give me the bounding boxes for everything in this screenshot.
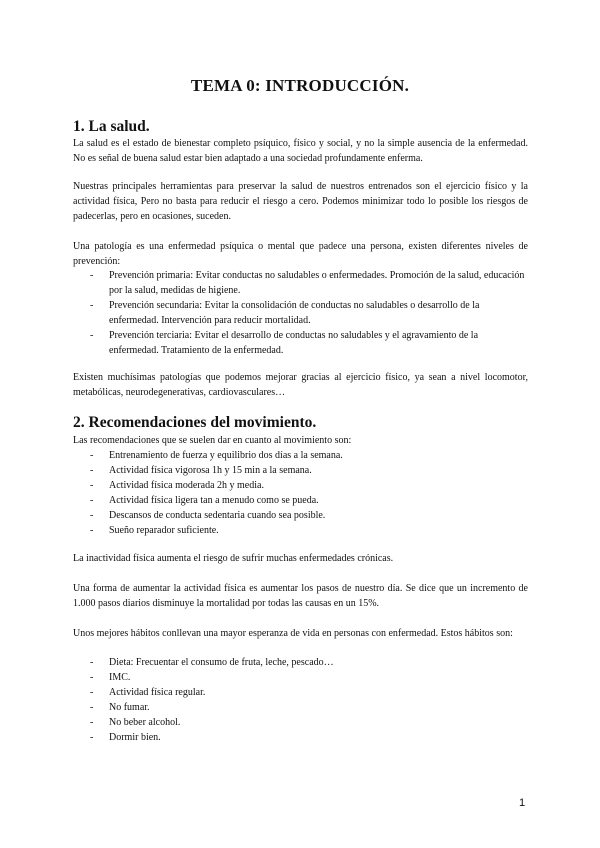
list-item: - IMC. xyxy=(90,672,131,683)
list-dash: - xyxy=(90,480,94,491)
paragraph-definicion-salud: La salud es el estado de bienestar completo psíquico, físico y social, y no la simple ausencia de la enfermedad. No es señal de buena salud estar bien adaptado a una sociedad profundamente enferma. xyxy=(73,138,528,164)
paragraph-recomendaciones-intro: Las recomendaciones que se suelen dar en cuanto al movimiento son: xyxy=(73,435,352,446)
list-item: - Dieta: Frecuentar el consumo de fruta, leche, pescado… xyxy=(90,657,334,668)
section-heading-recomendaciones: 2. Recomendaciones del movimiento. xyxy=(73,414,317,431)
list-item: - Actividad física vigorosa 1h y 15 min a la semana. xyxy=(90,465,312,476)
list-item: - No fumar. xyxy=(90,702,150,713)
list-dash: - xyxy=(90,702,94,713)
paragraph-patologias-mejorables: Existen muchísimas patologías que podemos mejorar gracias al ejercicio físico, ya sean a nivel locomotor, metabólicas, neurodegenerativas, cardiovasculares… xyxy=(73,372,528,398)
recommendations-list xyxy=(73,448,528,538)
habits-list xyxy=(73,655,528,745)
list-item: - Actividad física regular. xyxy=(90,687,206,698)
prevention-list xyxy=(73,268,528,358)
list-item: - Descansos de conducta sedentaria cuando sea posible. xyxy=(90,510,326,521)
list-item: - Dormir bien. xyxy=(90,732,161,743)
list-item: - No beber alcohol. xyxy=(90,717,181,728)
list-item: - Prevención terciaria: Evitar el desarrollo de conductas no saludables y el agravamiento de la enfermedad. Tratamiento de la enfermedad. xyxy=(90,330,479,356)
list-dash: - xyxy=(90,300,94,311)
list-item: - Prevención secundaria: Evitar la consolidación de conductas no saludables o desarrollo de la enfermedad. Intervención para reducir mortalidad. xyxy=(90,300,480,326)
paragraph-patologia: Una patología es una enfermedad psíquica o mental que padece una persona, existen diferentes niveles de prevención: xyxy=(73,241,528,267)
list-dash: - xyxy=(90,450,94,461)
list-dash: - xyxy=(90,732,94,743)
paragraph-habitos: Unos mejores hábitos conllevan una mayor esperanza de vida en personas con enfermedad. Estos hábitos son: xyxy=(73,628,513,639)
paragraph-inactividad: La inactividad física aumenta el riesgo de sufrir muchas enfermedades crónicas. xyxy=(73,553,394,564)
section-heading-salud: 1. La salud. xyxy=(73,118,150,135)
list-dash: - xyxy=(90,717,94,728)
list-dash: - xyxy=(90,495,94,506)
list-dash: - xyxy=(90,672,94,683)
paragraph-herramientas: Nuestras principales herramientas para preservar la salud de nuestros entrenados son el ejercicio físico y la actividad física, Pero no basta para reducir el riesgo a cero. Podemos minimizar todo lo posible los riesgos de padecerlas, pero en ocasiones, suceden. xyxy=(73,181,528,222)
list-dash: - xyxy=(90,510,94,521)
list-dash: - xyxy=(90,525,94,536)
list-dash: - xyxy=(90,687,94,698)
list-item: - Actividad física ligera tan a menudo como se pueda. xyxy=(90,495,319,506)
list-item: - Entrenamiento de fuerza y equilibrio dos días a la semana. xyxy=(90,450,343,461)
list-item: - Sueño reparador suficiente. xyxy=(90,525,219,536)
list-dash: - xyxy=(90,657,94,668)
list-item: - Prevención primaria: Evitar conductas no saludables o enfermedades. Promoción de la salud, educación por la salud, medidas de higiene. xyxy=(90,270,525,296)
page-number: 1 xyxy=(519,797,526,809)
list-dash: - xyxy=(90,465,94,476)
paragraph-pasos: Una forma de aumentar la actividad física es aumentar los pasos de nuestro día. Se dice que un incremento de 1.000 pasos diarios disminuye la mortalidad por todas las causas en un 15%. xyxy=(73,583,528,609)
list-dash: - xyxy=(90,270,94,281)
page-title: TEMA 0: INTRODUCCIÓN. xyxy=(190,76,410,95)
list-item: - Actividad física moderada 2h y media. xyxy=(90,480,264,491)
list-dash: - xyxy=(90,330,94,341)
